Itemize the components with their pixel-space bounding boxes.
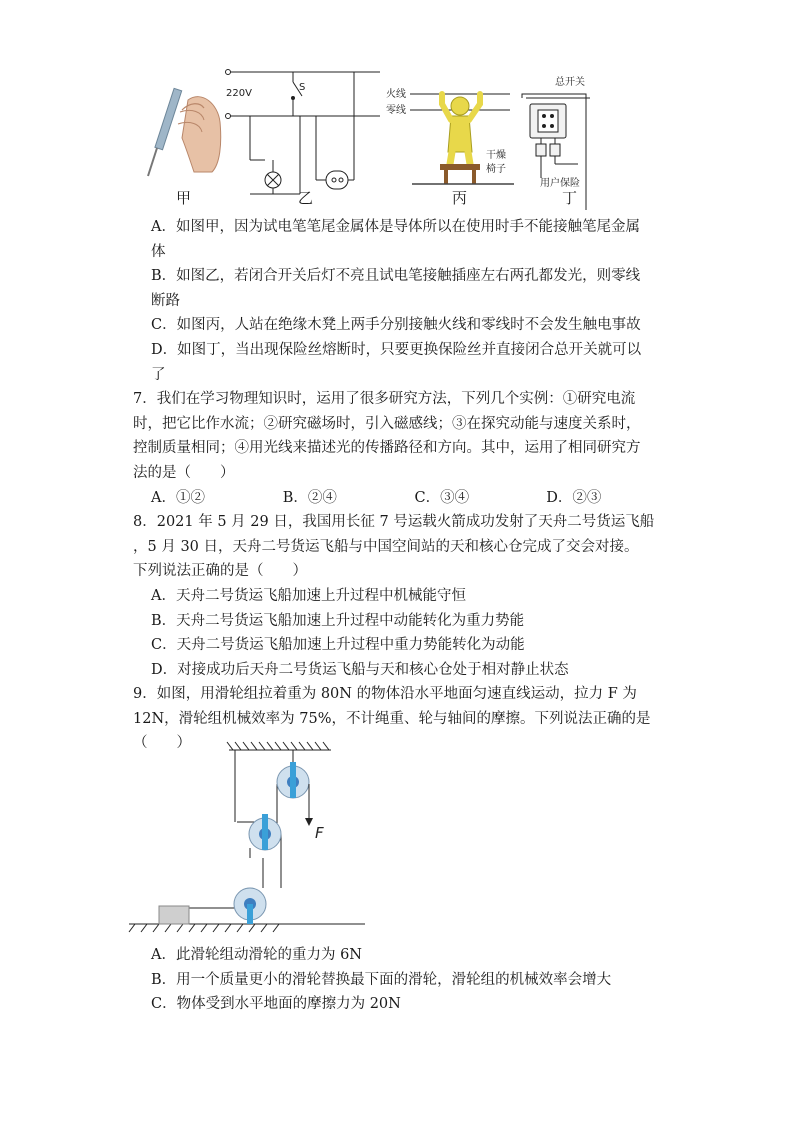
q6-option-a[interactable] <box>133 215 678 264</box>
q9-option-c[interactable]: C．物体受到水平地面的摩擦力为 20N <box>151 996 401 1013</box>
question-block-lower <box>133 943 678 1017</box>
q6-option-d-line1: D．如图丁，当出现保险丝熔断时，只要更换保险丝并直接闭合总开关就可以 <box>151 341 642 358</box>
q6-option-b[interactable] <box>133 264 678 313</box>
q8-option-a[interactable]: A．天舟二号货运飞船加速上升过程中机械能守恒 <box>151 587 466 604</box>
main-switch-label: 总开关 <box>555 77 585 88</box>
q6-option-b-line1: B．如图乙，若闭合开关后灯不亮且试电笔接触插座左右两孔都发光，则零线 <box>151 268 641 285</box>
figure-label-bing: 丙 <box>452 189 468 207</box>
voltage-label: 220V <box>226 88 252 99</box>
q8-stem-line: 下列说法正确的是（ ） <box>133 563 307 580</box>
q8-stem-line: 8．2021 年 5 月 29 日，我国用长征 7 号运载火箭成功发射了天舟二号货运飞船 <box>133 514 655 531</box>
switch-label: S <box>299 82 306 93</box>
q7-stem <box>133 387 678 485</box>
q7-stem-line: 时，把它比作水流；②研究磁场时，引入磁感线；③在探究动能与速度关系时， <box>133 415 641 432</box>
dry-label-1: 干燥 <box>486 150 506 161</box>
question-block-upper <box>133 215 678 756</box>
q6-option-c-line1: C．如图丙，人站在绝缘木凳上两手分别接触火线和零线时不会发生触电事故 <box>151 317 641 334</box>
q6-option-c[interactable] <box>133 313 678 338</box>
q8-stem-line: ，5 月 30 日，天舟二号货运飞船与中国空间站的天和核心仓完成了交会对接。 <box>133 538 639 555</box>
figure-label-yi: 乙 <box>298 189 314 207</box>
q7-options <box>133 486 678 511</box>
neutral-wire-label: 零线 <box>386 105 406 116</box>
q8-stem <box>133 510 678 584</box>
q9-stem-line: 12N，滑轮组机械效率为 75%，不计绳重、轮与轴间的摩擦。下列说法正确的是 <box>133 710 651 727</box>
q7-option-c[interactable]: C．③④ <box>414 489 470 506</box>
q7-stem-line: 法的是（ ） <box>133 464 235 481</box>
q9-stem-line: 9．如图，用滑轮组拉着重为 80N 的物体沿水平地面匀速直线运动，拉力 F 为 <box>133 686 637 703</box>
q9-option-b[interactable]: B．用一个质量更小的滑轮替换最下面的滑轮，滑轮组的机械效率会增大 <box>151 971 612 988</box>
dry-label-2: 椅子 <box>486 164 506 175</box>
test-pen-hand-figure <box>148 88 221 176</box>
q6-option-a-line1: A．如图甲，因为试电笔笔尾金属体是导体所以在使用时手不能接触笔尾金属 <box>151 219 640 235</box>
q7-option-a[interactable]: A．①② <box>151 489 205 506</box>
user-fuse-label: 用户保险 <box>540 178 580 189</box>
pulley-illustration <box>125 738 485 938</box>
q6-option-b-line2: 断路 <box>151 292 180 309</box>
q7-option-d[interactable]: D．②③ <box>546 489 602 506</box>
pulley-figure <box>125 738 485 938</box>
q7-stem-line: 7．我们在学习物理知识时，运用了很多研究方法，下列几个实例：①研究电流 <box>133 391 636 408</box>
q8-option-c[interactable]: C．天舟二号货运飞船加速上升过程中重力势能转化为动能 <box>151 637 525 654</box>
q7-option-b[interactable]: B．②④ <box>282 489 337 506</box>
q8-option-b[interactable]: B．天舟二号货运飞船加速上升过程中动能转化为重力势能 <box>151 612 525 629</box>
figure-label-jia: 甲 <box>176 189 192 207</box>
fuse-box-figure <box>522 94 590 210</box>
q6-option-a-line2: 体 <box>151 243 166 260</box>
q9-stem-line: （ ） <box>133 735 191 752</box>
q8-option-d[interactable]: D．对接成功后天舟二号货运飞船与天和核心仓处于相对静止状态 <box>151 661 569 678</box>
live-wire-label: 火线 <box>386 89 406 100</box>
q9-option-a[interactable]: A．此滑轮组动滑轮的重力为 6N <box>151 947 362 963</box>
q7-stem-line: 控制质量相同；④用光线来描述光的传播路径和方向。其中，运用了相同研究方 <box>133 440 641 457</box>
q6-option-d[interactable] <box>133 338 678 387</box>
q6-option-d-line2: 了 <box>151 366 166 383</box>
force-label: F <box>315 824 324 842</box>
figure-label-ding: 丁 <box>562 189 578 207</box>
